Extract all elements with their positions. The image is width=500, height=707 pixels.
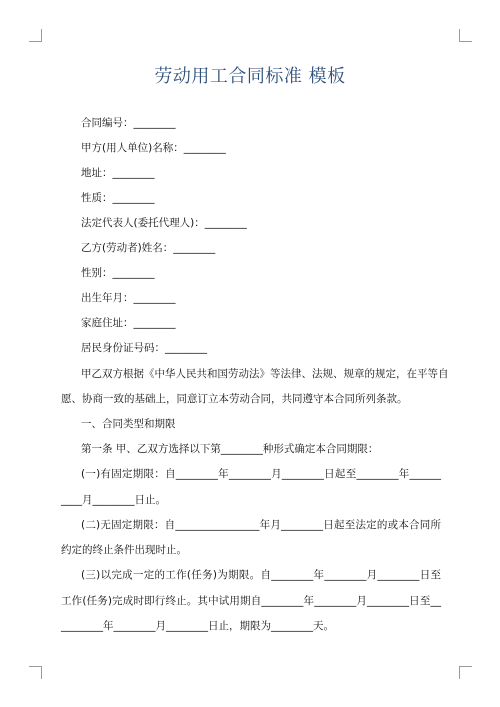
- field-legal-representative: 法定代表人(委托代理人)：________: [81, 217, 247, 229]
- field-employee-name: 乙方(劳动者)姓名：________: [81, 242, 216, 254]
- field-home-address: 家庭住址：________: [81, 317, 176, 329]
- field-contract-number: 合同编号：________: [81, 117, 176, 129]
- crop-mark-bottom-left: [29, 666, 42, 679]
- crop-mark-bottom-right: [459, 666, 472, 679]
- field-employer-name: 甲方(用人单位)名称：________: [81, 142, 226, 154]
- clause-3-line-2: 工作(任务)完成时即行终止。其中试用期自________年________月________日至__: [61, 595, 441, 607]
- field-nature: 性质：________: [81, 192, 155, 204]
- section-heading-1: 一、合同类型和期限: [81, 418, 176, 430]
- clause-1-line-1: (一)有固定期限：自________年________月________日起至________年______: [81, 468, 441, 480]
- clause-1-line-2: ____月________日止。: [61, 494, 166, 506]
- intro-line-2: 愿、协商一致的基础上，同意订立本劳动合同，共同遵守本合同所列条款。: [61, 393, 408, 405]
- article-1: 第一条 甲、乙双方选择以下第________种形式确定本合同期限：: [81, 443, 379, 455]
- crop-mark-top-left: [29, 29, 42, 42]
- clause-3-line-3: ________年________月________日止，期限为________天。: [61, 620, 334, 632]
- clause-2-line-1: (二)无固定期限：自________________年月________日起至法定的或本合同所: [81, 519, 441, 531]
- field-id-number: 居民身份证号码：________: [81, 342, 207, 354]
- field-address: 地址：________: [81, 167, 155, 179]
- crop-mark-top-right: [459, 29, 472, 42]
- intro-line-1: 甲乙双方根据《中华人民共和国劳动法》等法律、法规、规章的规定，在平等自: [81, 368, 449, 380]
- field-gender: 性别：________: [81, 267, 155, 279]
- clause-2-line-2: 约定的终止条件出现时止。: [61, 544, 187, 556]
- field-birth-date: 出生年月：________: [81, 292, 176, 304]
- document-title: 劳动用工合同标准 模板: [154, 66, 346, 87]
- clause-3-line-1: (三)以完成一定的工作(任务)为期限。自________年________月________日至: [81, 569, 441, 581]
